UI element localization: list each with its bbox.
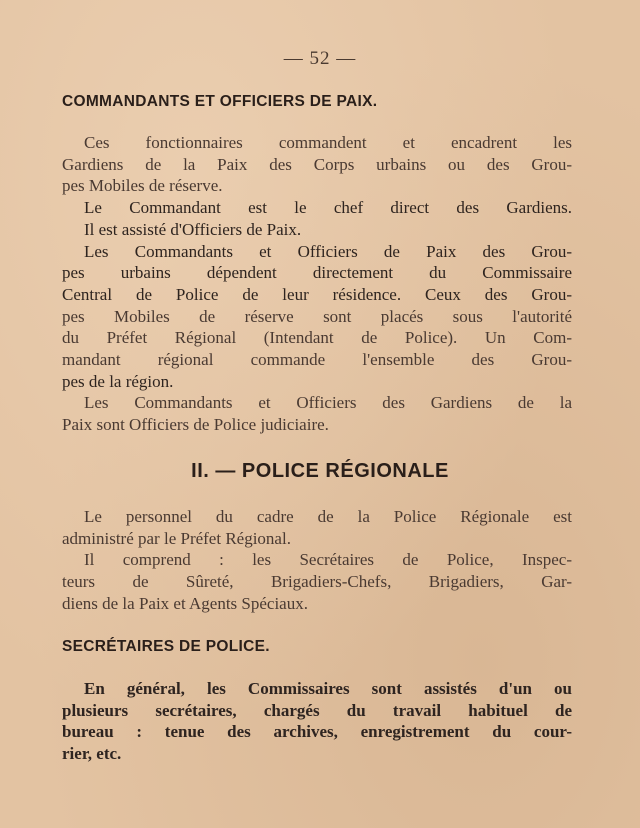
text-line: diens de la Paix et Agents Spéciaux. bbox=[62, 593, 308, 613]
text-line: Paix sont Officiers de Police judiciaire. bbox=[62, 415, 329, 435]
text-line: pes urbains dépendent directement du Commissaire bbox=[62, 263, 572, 283]
text-line: rier, etc. bbox=[62, 744, 122, 764]
heading-police-regionale: II. — POLICE RÉGIONALE bbox=[191, 460, 449, 482]
text-line: Le Commandant est le chef direct des Gardiens. bbox=[84, 198, 572, 218]
text-line: mandant régional commande l'ensemble des Grou- bbox=[62, 350, 572, 370]
text-line: administré par le Préfet Régional. bbox=[62, 528, 291, 548]
text-line: Il comprend : les Secrétaires de Police, Inspec- bbox=[84, 550, 572, 570]
text-line: Il est assisté d'Officiers de Paix. bbox=[84, 219, 302, 239]
text-line: Central de Police de leur résidence. Ceux des Grou- bbox=[62, 284, 572, 304]
text-line: Ces fonctionnaires commandent et encadrent les bbox=[84, 133, 572, 152]
text-line: Gardiens de la Paix des Corps urbains ou des Grou- bbox=[62, 154, 572, 174]
text-line: Les Commandants et Officiers des Gardiens de la bbox=[84, 393, 572, 413]
text-line: pes de la région. bbox=[62, 371, 174, 391]
text-line: bureau : tenue des archives, enregistrement du cour- bbox=[62, 722, 572, 742]
heading-commandants: COMMANDANTS ET OFFICIERS DE PAIX. bbox=[62, 93, 378, 110]
heading-secretaires: SECRÉTAIRES DE POLICE. bbox=[62, 638, 270, 655]
paragraph-secretaires bbox=[62, 678, 572, 765]
text-line: teurs de Sûreté, Brigadiers-Chefs, Brigadiers, Gar- bbox=[62, 572, 572, 592]
paragraph-commandants bbox=[62, 132, 572, 436]
paragraph-police-regionale bbox=[62, 506, 572, 615]
text-line: du Préfet Régional (Intendant de Police). Un Com- bbox=[62, 328, 572, 348]
text-line: Les Commandants et Officiers de Paix des Grou- bbox=[84, 241, 572, 261]
text-line: pes Mobiles de réserve sont placés sous l'autorité bbox=[62, 306, 572, 326]
page-number: — 52 — bbox=[283, 48, 357, 69]
text-line: plusieurs secrétaires, chargés du travail habituel de bbox=[62, 700, 572, 720]
text-line: pes Mobiles de réserve. bbox=[62, 176, 223, 196]
text-line: Le personnel du cadre de la Police Régionale est bbox=[84, 507, 572, 526]
text-line: En général, les Commissaires sont assistés d'un ou bbox=[84, 679, 572, 698]
